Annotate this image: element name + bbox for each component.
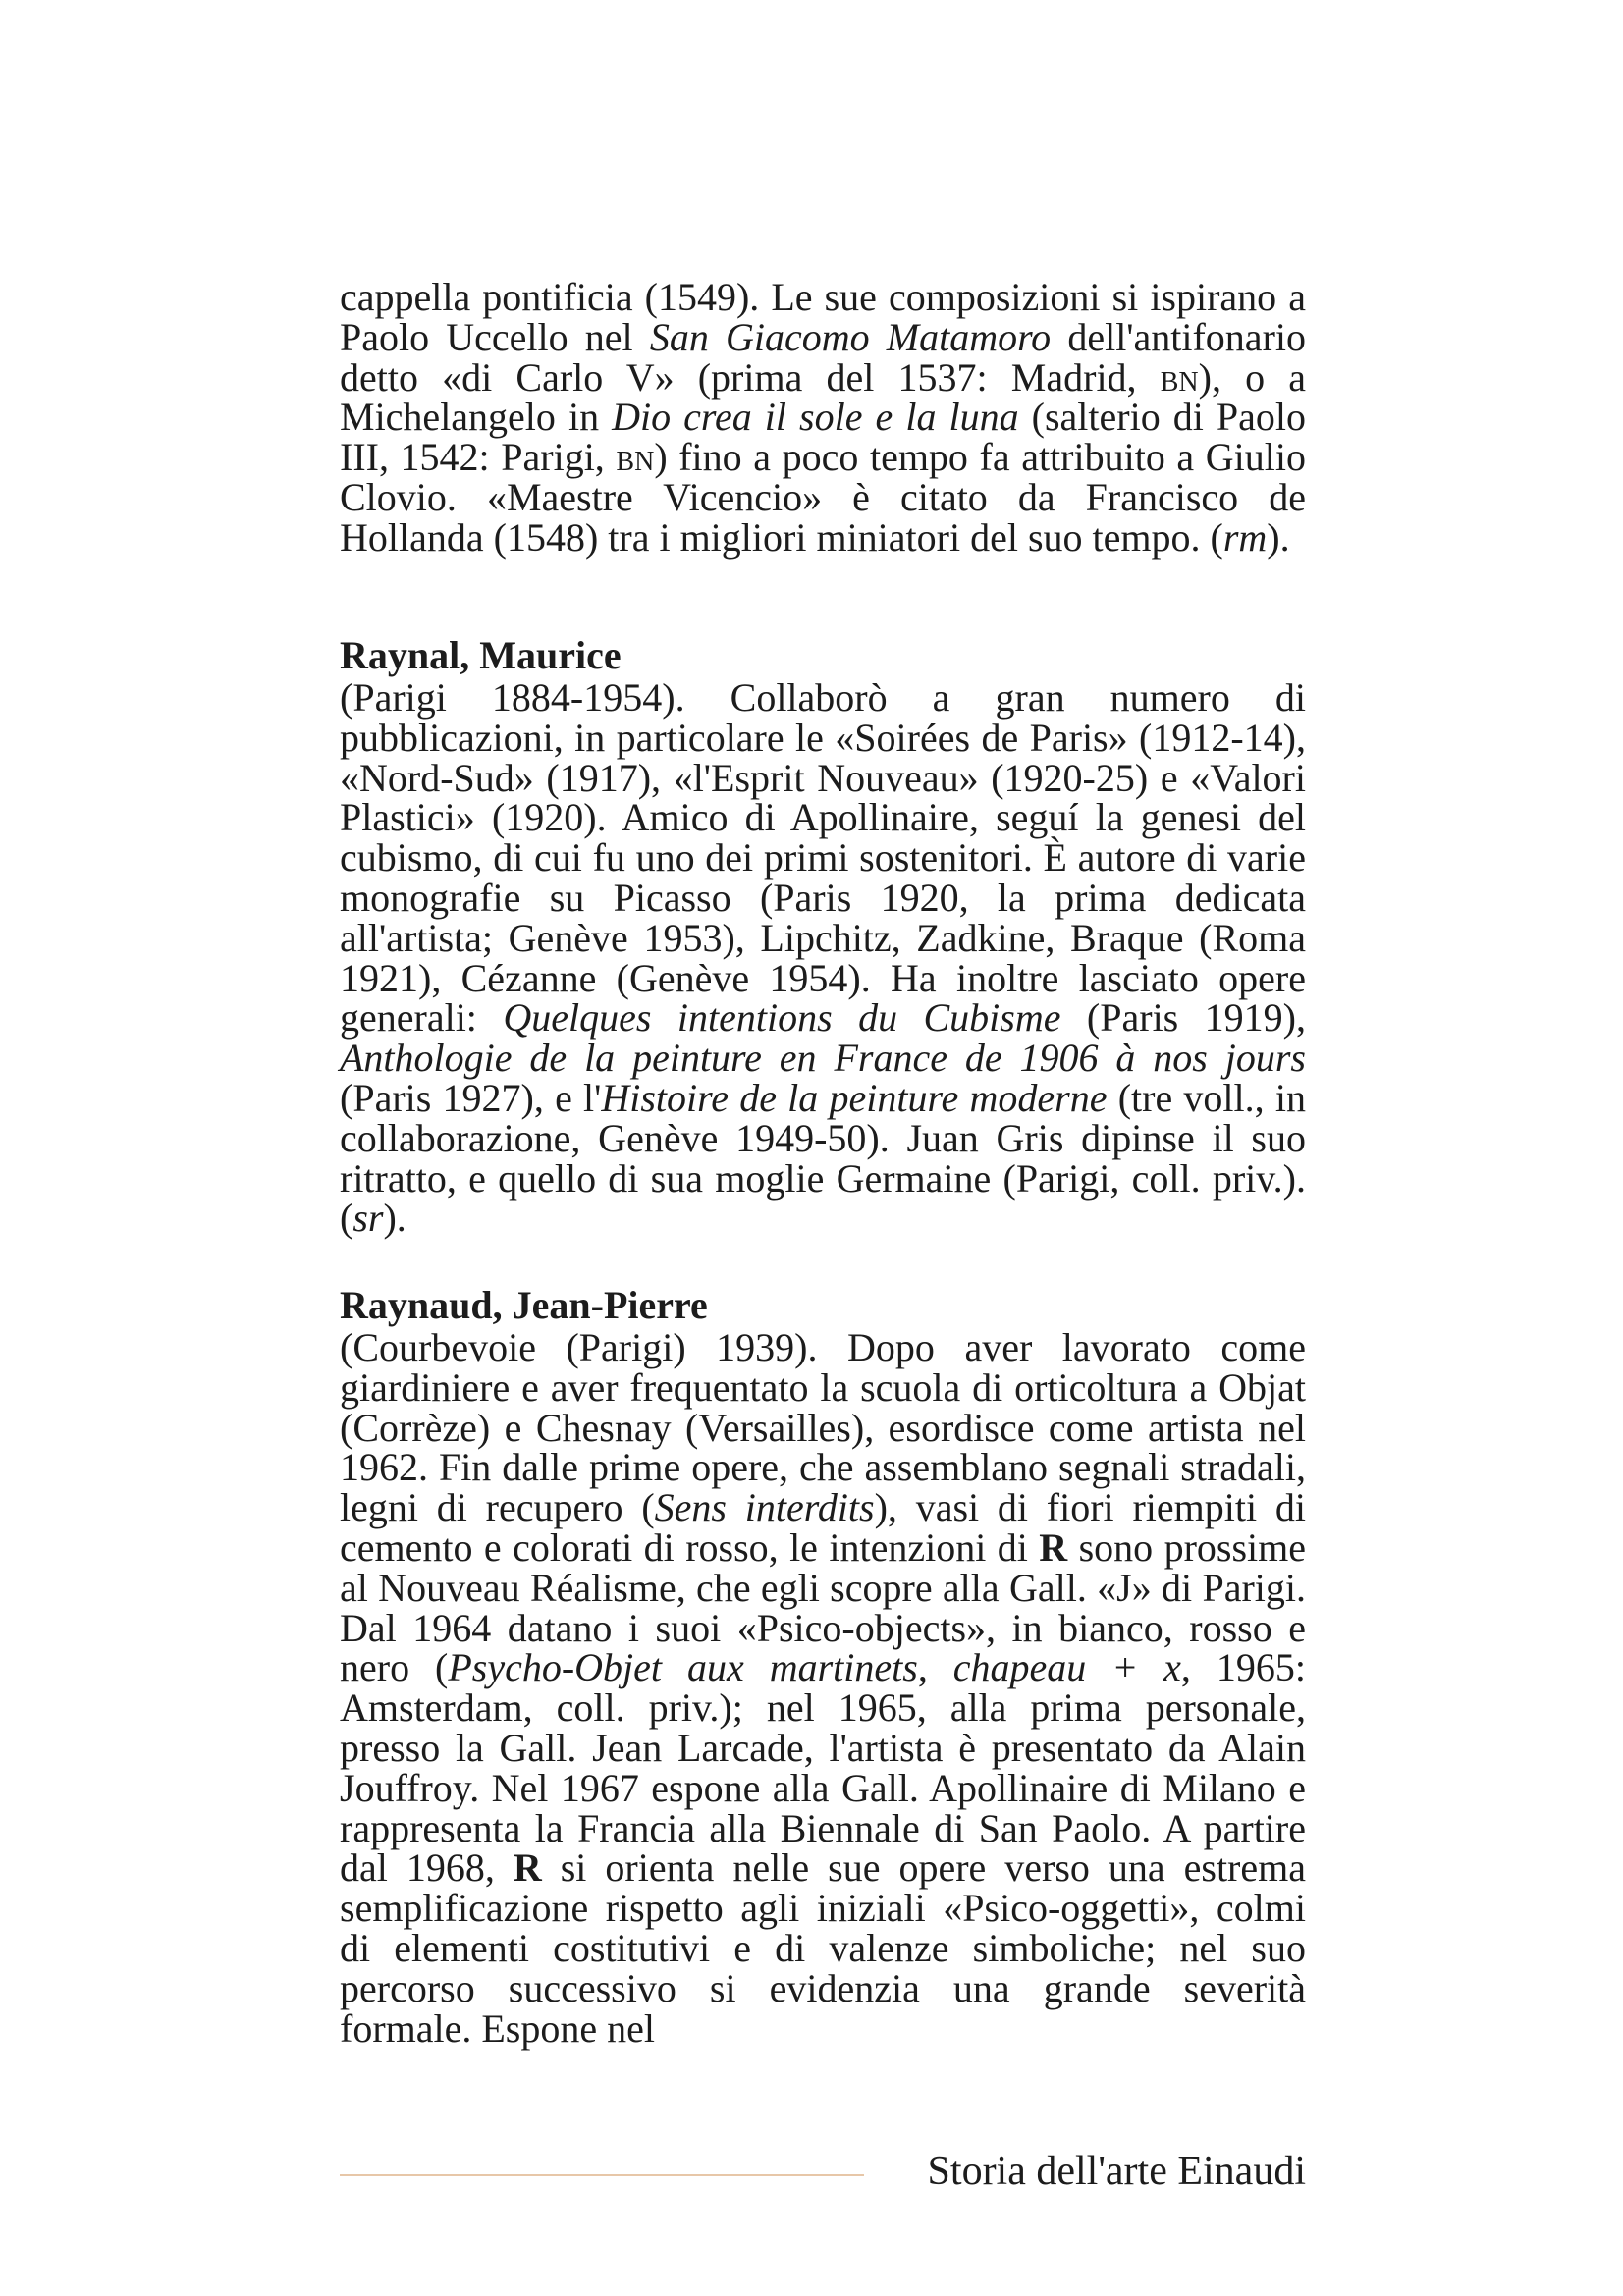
italic-title: Quelques intentions du Cubisme [503, 995, 1061, 1041]
abbreviation: bn [1160, 354, 1199, 400]
author-signature: sr [352, 1196, 384, 1241]
footer-title: Storia dell'arte Einaudi [927, 2149, 1306, 2194]
italic-title: Sens interdits [654, 1485, 875, 1530]
subject-abbreviation: R [1039, 1524, 1068, 1570]
page-footer [340, 2144, 1306, 2203]
subject-abbreviation: R [513, 1845, 542, 1891]
footer-rule [340, 2174, 864, 2176]
abbreviation: bn [616, 435, 655, 480]
author-signature: rm [1222, 514, 1268, 560]
entry-title: Raynal, Maurice [340, 633, 622, 677]
entry-body: (Courbevoie (Parigi) 1939). Dopo aver lavorato come giardiniere e aver frequentato la scuola di orticoltura a Objat (Corrèze) e Chesnay (Versailles), esordisce come artista nel 1962. Fin dalle prime opere, che assemblano segnali stradali, legni di recupero (Sens interdits), vasi di fiori riempiti di cemento e colorati di rosso, le intenzioni di R sono prossime al Nouveau Réalisme, che egli scopre alla Gall. «J» di Parigi. Dal 1964 datano i suoi «Psico-objects», in bianco, rosso e nero (Psycho-Objet aux martinets, chapeau + x, 1965: Amsterdam, coll. priv.); nel 1965, alla prima personale, presso la Gall. Jean Larcade, l'artista è presentato da Alain Jouffroy. Nel 1967 espone alla Gall. Apollinaire di Milano e rappresenta la Francia alla Biennale di San Paolo. A partire dal 1968, R si orienta nelle sue opere verso una estrema semplificazione rispetto agli iniziali «Psico-oggetti», colmi di elementi costitutivi e di valenze simboliche; nel suo percorso successivo si evidenzia una grande severità formale. Espone nel [340, 1325, 1307, 2051]
italic-title: San Giacomo Matamoro [649, 314, 1052, 359]
intro-paragraph [340, 275, 1307, 560]
italic-title: Psycho-Objet aux martinets [448, 1645, 918, 1690]
italic-title: Histoire de la peinture moderne [601, 1075, 1108, 1120]
entry-body: (Parigi 1884-1954). Collaborò a gran numero di pubblicazioni, in particolare le «Soirées de Paris» (1912-14), «Nord-Sud» (1917), «l'Esprit Nouveau» (1920-25) e «Valori Plastici» (1920). Amico di Apollinaire, seguí la genesi del cubismo, di cui fu uno dei primi sostenitori. È autore di varie monografie su Picasso (Paris 1920, la prima dedicata all'artista; Genève 1953), Lipchitz, Zadkine, Braque (Roma 1921), Cézanne (Genève 1954). Ha inoltre lasciato opere generali: Quelques intentions du Cubisme (Paris 1919), Anthologie de la peinture en France de 1906 à nos jours (Paris 1927), e l'Histoire de la peinture moderne (tre voll., in collaborazione, Genève 1949-50). Juan Gris dipinse il suo ritratto, e quello di sua moglie Germaine (Parigi, coll. priv.). (sr). [340, 675, 1306, 1241]
entry-raynal [340, 633, 1306, 1239]
entry-title: Raynaud, Jean-Pierre [340, 1283, 708, 1327]
entry-raynaud [340, 1283, 1306, 2049]
italic-title: Dio crea il sole e la luna [612, 395, 1019, 440]
italic-title: chapeau + x [952, 1645, 1181, 1690]
italic-title: Anthologie de la peinture en France de 1906 à nos jours [340, 1036, 1306, 1081]
intro-text: cappella pontificia (1549). Le sue composizioni si ispirano a Paolo Uccello nel San Giacomo Matamoro dell'antifonario detto «di Carlo V» (prima del 1537: Madrid, bn), o a Michelangelo in Dio crea il sole e la luna (salterio di Paolo III, 1542: Parigi, bn) fino a poco tempo fa attribuito a Giulio Clovio. «Maestre Vicencio» è citato da Francisco de Hollanda (1548) tra i migliori miniatori del suo tempo. (rm). [340, 275, 1307, 560]
